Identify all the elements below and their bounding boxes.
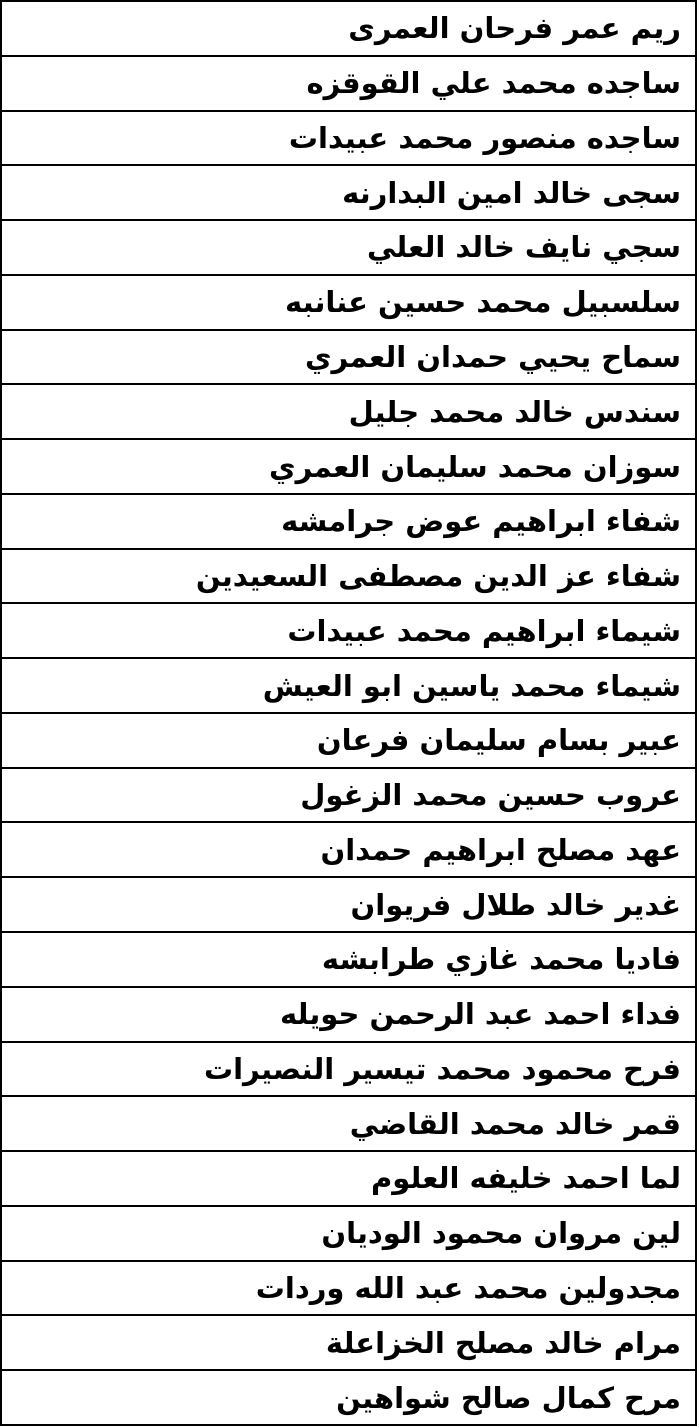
table-row (1, 603, 696, 658)
table-row (1, 658, 696, 713)
table-row (1, 220, 696, 275)
name-cell: مرام خالد مصلح الخزاعلة (1, 1315, 696, 1370)
name-cell: ساجده منصور محمد عبيدات (1, 111, 696, 166)
name-cell: غدير خالد طلال فريوان (1, 877, 696, 932)
name-cell: شيماء ابراهيم محمد عبيدات (1, 603, 696, 658)
name-cell: لين مروان محمود الوديان (1, 1206, 696, 1261)
name-cell: سوزان محمد سليمان العمري (1, 439, 696, 494)
table-row (1, 1206, 696, 1261)
name-cell: فاديا محمد غازي طرابشه (1, 932, 696, 987)
table-row (1, 1096, 696, 1151)
name-cell: سجي نايف خالد العلي (1, 220, 696, 275)
table-row (1, 1315, 696, 1370)
table-row (1, 877, 696, 932)
name-cell: ساجده محمد علي القوقزه (1, 56, 696, 111)
name-cell: قمر خالد محمد القاضي (1, 1096, 696, 1151)
table-row (1, 384, 696, 439)
name-cell: سماح يحيي حمدان العمري (1, 330, 696, 385)
table-row (1, 1042, 696, 1097)
name-cell: شيماء محمد ياسين ابو العيش (1, 658, 696, 713)
table-row (1, 56, 696, 111)
table-row (1, 822, 696, 877)
name-cell: سجى خالد امين البدارنه (1, 165, 696, 220)
table-row (1, 768, 696, 823)
name-cell: لما احمد خليفه العلوم (1, 1151, 696, 1206)
table-row (1, 439, 696, 494)
table-row (1, 932, 696, 987)
name-cell: شفاء ابراهيم عوض جرامشه (1, 494, 696, 549)
name-cell: شفاء عز الدين مصطفى السعيدين (1, 549, 696, 604)
name-cell: سندس خالد محمد جليل (1, 384, 696, 439)
name-cell: فداء احمد عبد الرحمن حويله (1, 987, 696, 1042)
name-cell: عروب حسين محمد الزغول (1, 768, 696, 823)
name-cell: فرح محمود محمد تيسير النصيرات (1, 1042, 696, 1097)
name-cell: مرح كمال صالح شواهين (1, 1370, 696, 1425)
table-row (1, 111, 696, 166)
table-row (1, 165, 696, 220)
table-row (1, 549, 696, 604)
name-cell: عهد مصلح ابراهيم حمدان (1, 822, 696, 877)
table-row (1, 1261, 696, 1316)
table-row (1, 330, 696, 385)
table-row (1, 713, 696, 768)
table-row (1, 275, 696, 330)
name-cell: ريم عمر فرحان العمرى (1, 1, 696, 56)
names-table-body (1, 1, 696, 1425)
table-row (1, 1151, 696, 1206)
table-row (1, 494, 696, 549)
table-row (1, 1, 696, 56)
table-row (1, 1370, 696, 1425)
table-row (1, 987, 696, 1042)
name-cell: مجدولين محمد عبد الله وردات (1, 1261, 696, 1316)
name-cell: عبير بسام سليمان فرعان (1, 713, 696, 768)
name-cell: سلسبيل محمد حسين عنانبه (1, 275, 696, 330)
